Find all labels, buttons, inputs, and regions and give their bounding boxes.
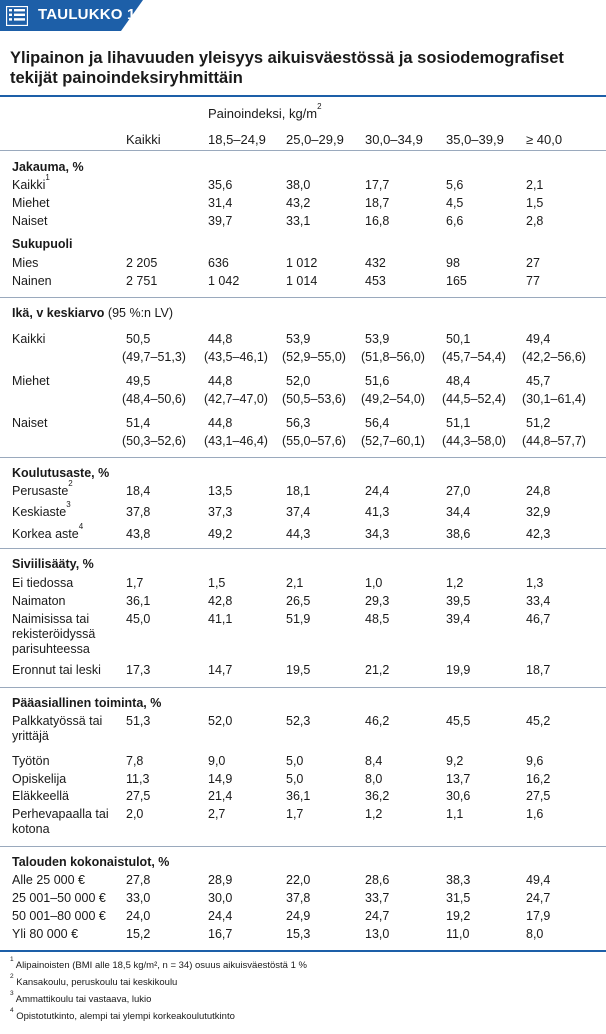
table-cell: 45,7 bbox=[526, 374, 551, 388]
table-cell: 17,9 bbox=[526, 909, 551, 923]
table-cell: 44,8 bbox=[208, 332, 233, 346]
row-label: Miehet bbox=[12, 196, 50, 210]
table-cell: 38,6 bbox=[446, 527, 471, 541]
table-cell: 8,0 bbox=[526, 927, 544, 941]
table-cell: 37,3 bbox=[208, 505, 233, 519]
footnote: $^1$ Alipainoisten (BMI alle 18,5 kg/m², n = 34) osuus aikuisväestöstä 1 % bbox=[10, 955, 307, 971]
table-cell: 9,2 bbox=[446, 754, 464, 768]
table-cell: 29,3 bbox=[365, 594, 390, 608]
section-title: Jakauma, % bbox=[12, 160, 84, 174]
ci-cell: (44,8–57,7) bbox=[522, 434, 586, 448]
table-cell: 51,3 bbox=[126, 714, 151, 728]
table-cell: 35,6 bbox=[208, 178, 233, 192]
row-label: Korkea aste$^4$ bbox=[12, 521, 84, 541]
table-cell: 18,7 bbox=[365, 196, 390, 210]
section-title: Sukupuoli bbox=[12, 237, 73, 251]
table-cell: 18,1 bbox=[286, 484, 311, 498]
table-cell: 15,3 bbox=[286, 927, 311, 941]
table-cell: 50,5 bbox=[126, 332, 151, 346]
table-cell: 6,6 bbox=[446, 214, 464, 228]
table-cell: 44,8 bbox=[208, 374, 233, 388]
table-cell: 24,0 bbox=[126, 909, 151, 923]
row-label: Ei tiedossa bbox=[12, 576, 74, 590]
table-cell: 8,0 bbox=[365, 772, 383, 786]
ci-cell: (49,7–51,3) bbox=[122, 350, 186, 364]
table-cell: 1,5 bbox=[526, 196, 544, 210]
table-cell: 27,5 bbox=[126, 789, 151, 803]
table-cell: 28,6 bbox=[365, 873, 390, 887]
rule-4 bbox=[0, 548, 606, 549]
table-cell: 33,4 bbox=[526, 594, 551, 608]
footnote: $^2$ Kansakoulu, peruskoulu tai keskikoulu bbox=[10, 972, 178, 988]
rule-1 bbox=[0, 150, 606, 151]
table-cell: 31,4 bbox=[208, 196, 233, 210]
rule-6 bbox=[0, 846, 606, 847]
table-cell: 1,7 bbox=[126, 576, 144, 590]
table-cell: 453 bbox=[365, 274, 386, 288]
ci-cell: (52,7–60,1) bbox=[361, 434, 425, 448]
table-cell: 33,7 bbox=[365, 891, 390, 905]
ci-cell: (45,7–54,4) bbox=[442, 350, 506, 364]
table-cell: 45,5 bbox=[446, 714, 471, 728]
table-cell: 42,8 bbox=[208, 594, 233, 608]
ci-cell: (50,3–52,6) bbox=[122, 434, 186, 448]
table-cell: 24,9 bbox=[286, 909, 311, 923]
row-label: Mies bbox=[12, 256, 39, 270]
table-cell: 51,4 bbox=[126, 416, 151, 430]
table-cell: 56,4 bbox=[365, 416, 390, 430]
ci-cell: (49,2–54,0) bbox=[361, 392, 425, 406]
table-cell: 53,9 bbox=[286, 332, 311, 346]
table-cell: 13,0 bbox=[365, 927, 390, 941]
table-cell: 7,8 bbox=[126, 754, 144, 768]
table-cell: 49,4 bbox=[526, 873, 551, 887]
table-cell: 46,2 bbox=[365, 714, 390, 728]
table-cell: 1 042 bbox=[208, 274, 240, 288]
table-cell: 36,1 bbox=[286, 789, 311, 803]
table-cell: 52,0 bbox=[286, 374, 311, 388]
table-cell: 18,4 bbox=[126, 484, 151, 498]
table-cell: 51,2 bbox=[526, 416, 551, 430]
footer-rule bbox=[0, 950, 606, 952]
table-cell: 11,3 bbox=[126, 772, 150, 786]
table-cell: 1,2 bbox=[365, 807, 383, 821]
table-cell: 52,3 bbox=[286, 714, 311, 728]
table-cell: 165 bbox=[446, 274, 467, 288]
table-cell: 432 bbox=[365, 256, 386, 270]
table-cell: 27 bbox=[526, 256, 540, 270]
section-title: Ikä, v keskiarvo (95 %:n LV) bbox=[12, 306, 173, 320]
table-cell: 51,1 bbox=[446, 416, 471, 430]
table-cell: 19,5 bbox=[286, 663, 311, 677]
ci-cell: (50,5–53,6) bbox=[282, 392, 346, 406]
table-cell: 77 bbox=[526, 274, 540, 288]
table-cell: 15,2 bbox=[126, 927, 151, 941]
rule-2 bbox=[0, 297, 606, 298]
ci-cell: (44,3–58,0) bbox=[442, 434, 506, 448]
table-cell: 18,7 bbox=[526, 663, 551, 677]
table-cell: 2,1 bbox=[526, 178, 544, 192]
table-cell: 1,3 bbox=[526, 576, 544, 590]
table-cell: 38,0 bbox=[286, 178, 311, 192]
table-cell: 27,8 bbox=[126, 873, 151, 887]
row-label: Yli 80 000 € bbox=[12, 927, 79, 941]
tag-label: TAULUKKO 1. bbox=[38, 6, 140, 23]
table-cell: 34,3 bbox=[365, 527, 390, 541]
table-cell: 44,3 bbox=[286, 527, 311, 541]
table-cell: 51,9 bbox=[286, 612, 311, 626]
table-cell: 24,7 bbox=[526, 891, 551, 905]
table-cell: 14,9 bbox=[208, 772, 233, 786]
table-cell: 1,6 bbox=[526, 807, 544, 821]
table-cell: 22,0 bbox=[286, 873, 311, 887]
table-cell: 1,1 bbox=[446, 807, 464, 821]
row-label: Naimaton bbox=[12, 594, 66, 608]
col-header-bmi-2: 25,0–29,9 bbox=[286, 132, 344, 147]
table-cell: 45,0 bbox=[126, 612, 151, 626]
header-rule bbox=[0, 95, 606, 97]
table-cell: 39,7 bbox=[208, 214, 233, 228]
table-cell: 16,8 bbox=[365, 214, 390, 228]
table-cell: 37,8 bbox=[126, 505, 151, 519]
col-header-bmi-4: 35,0–39,9 bbox=[446, 132, 504, 147]
table-cell: 30,6 bbox=[446, 789, 471, 803]
table-cell: 37,8 bbox=[286, 891, 311, 905]
footnote: $^4$ Opistotutkinto, alempi tai ylempi korkeakoulututkinto bbox=[10, 1006, 235, 1022]
table-cell: 36,1 bbox=[126, 594, 151, 608]
row-label: Kaikki$^1$ bbox=[12, 172, 50, 192]
section-title: Koulutusaste, % bbox=[12, 466, 110, 480]
table-cell: 4,5 bbox=[446, 196, 464, 210]
table-cell: 9,0 bbox=[208, 754, 226, 768]
table-cell: 33,0 bbox=[126, 891, 151, 905]
table-cell: 13,7 bbox=[446, 772, 471, 786]
table-cell: 43,8 bbox=[126, 527, 151, 541]
table-cell: 2 205 bbox=[126, 256, 158, 270]
col-header-bmi-1: 18,5–24,9 bbox=[208, 132, 266, 147]
table-cell: 45,2 bbox=[526, 714, 551, 728]
table-cell: 46,7 bbox=[526, 612, 551, 626]
table-cell: 98 bbox=[446, 256, 460, 270]
ci-cell: (52,9–55,0) bbox=[282, 350, 346, 364]
table-cell: 8,4 bbox=[365, 754, 383, 768]
table-cell: 14,7 bbox=[208, 663, 233, 677]
table-cell: 34,4 bbox=[446, 505, 471, 519]
table-cell: 2,0 bbox=[126, 807, 144, 821]
table-cell: 17,7 bbox=[365, 178, 390, 192]
table-cell: 33,1 bbox=[286, 214, 311, 228]
table-cell: 24,4 bbox=[365, 484, 390, 498]
row-label: Naimisissa tai rekisteröidyssä parisuhteessa bbox=[12, 612, 96, 656]
table-cell: 52,0 bbox=[208, 714, 233, 728]
table-cell: 5,0 bbox=[286, 772, 304, 786]
table-cell: 39,5 bbox=[446, 594, 471, 608]
table-cell: 49,4 bbox=[526, 332, 551, 346]
table-cell: 31,5 bbox=[446, 891, 471, 905]
table-cell: 44,8 bbox=[208, 416, 233, 430]
section-title: Pääasiallinen toiminta, % bbox=[12, 696, 162, 710]
row-label: Eläkkeellä bbox=[12, 789, 69, 803]
ci-cell: (42,7–47,0) bbox=[204, 392, 268, 406]
ci-cell: (43,1–46,4) bbox=[204, 434, 268, 448]
ci-cell: (42,2–56,6) bbox=[522, 350, 586, 364]
table-cell: 16,7 bbox=[208, 927, 233, 941]
table-cell: 43,2 bbox=[286, 196, 311, 210]
table-cell: 30,0 bbox=[208, 891, 233, 905]
ci-cell: (48,4–50,6) bbox=[122, 392, 186, 406]
col-header-kaikki: Kaikki bbox=[126, 132, 161, 147]
table-cell: 48,5 bbox=[365, 612, 390, 626]
table-cell: 32,9 bbox=[526, 505, 551, 519]
ci-cell: (55,0–57,6) bbox=[282, 434, 346, 448]
table-cell: 24,8 bbox=[526, 484, 551, 498]
rule-3 bbox=[0, 457, 606, 458]
table-cell: 16,2 bbox=[526, 772, 551, 786]
row-label: Palkkatyössä tai yrittäjä bbox=[12, 714, 103, 743]
row-label: Naiset bbox=[12, 214, 48, 228]
table-cell: 48,4 bbox=[446, 374, 471, 388]
row-label: Eronnut tai leski bbox=[12, 663, 101, 677]
table-cell: 39,4 bbox=[446, 612, 471, 626]
table-cell: 24,4 bbox=[208, 909, 233, 923]
row-label: Perusaste$^2$ bbox=[12, 478, 73, 498]
row-label: 50 001–80 000 € bbox=[12, 909, 106, 923]
table-cell: 27,0 bbox=[446, 484, 471, 498]
table-cell: 1,2 bbox=[446, 576, 464, 590]
table-cell: 49,2 bbox=[208, 527, 233, 541]
table-cell: 50,1 bbox=[446, 332, 471, 346]
table-cell: 2,7 bbox=[208, 807, 226, 821]
row-label: Työtön bbox=[12, 754, 50, 768]
table-title: Ylipainon ja lihavuuden yleisyys aikuisväestössä ja sosiodemografiset tekijät painoindeksiryhmittäin bbox=[10, 49, 564, 87]
table-cell: 5,0 bbox=[286, 754, 304, 768]
table-cell: 9,6 bbox=[526, 754, 544, 768]
row-label: Alle 25 000 € bbox=[12, 873, 85, 887]
section-title: Talouden kokonaistulot, % bbox=[12, 855, 170, 869]
table-cell: 19,9 bbox=[446, 663, 471, 677]
table-cell: 19,2 bbox=[446, 909, 471, 923]
ci-cell: (51,8–56,0) bbox=[361, 350, 425, 364]
col-header-bmi-3: 30,0–34,9 bbox=[365, 132, 423, 147]
table-cell: 28,9 bbox=[208, 873, 233, 887]
table-cell: 1 012 bbox=[286, 256, 318, 270]
table-cell: 636 bbox=[208, 256, 229, 270]
row-label: Miehet bbox=[12, 374, 50, 388]
section-title: Siviilisääty, % bbox=[12, 557, 94, 571]
row-label: Naiset bbox=[12, 416, 48, 430]
table-cell: 5,6 bbox=[446, 178, 464, 192]
ci-cell: (44,5–52,4) bbox=[442, 392, 506, 406]
table-cell: 53,9 bbox=[365, 332, 390, 346]
bmi-group-header: Painoindeksi, $kg/m^2$ bbox=[208, 101, 322, 121]
table-cell: 1 014 bbox=[286, 274, 318, 288]
table-cell: 41,3 bbox=[365, 505, 390, 519]
table-cell: 2 751 bbox=[126, 274, 158, 288]
row-label: 25 001–50 000 € bbox=[12, 891, 106, 905]
table-cell: 21,2 bbox=[365, 663, 390, 677]
table-cell: 2,1 bbox=[286, 576, 304, 590]
row-label: Keskiaste$^3$ bbox=[12, 499, 71, 519]
table-list-icon bbox=[6, 6, 28, 26]
table-cell: 37,4 bbox=[286, 505, 311, 519]
table-tag bbox=[0, 0, 143, 31]
table-cell: 1,7 bbox=[286, 807, 304, 821]
table-cell: 21,4 bbox=[208, 789, 233, 803]
rule-5 bbox=[0, 687, 606, 688]
table-cell: 13,5 bbox=[208, 484, 233, 498]
row-label: Opiskelija bbox=[12, 772, 67, 786]
table-cell: 1,0 bbox=[365, 576, 383, 590]
table-cell: 24,7 bbox=[365, 909, 390, 923]
table-cell: 26,5 bbox=[286, 594, 311, 608]
row-label: Nainen bbox=[12, 274, 52, 288]
table-cell: 11,0 bbox=[446, 927, 470, 941]
table-cell: 17,3 bbox=[126, 663, 151, 677]
table-cell: 1,5 bbox=[208, 576, 226, 590]
row-label: Kaikki bbox=[12, 332, 46, 346]
table-cell: 2,8 bbox=[526, 214, 544, 228]
table-cell: 41,1 bbox=[208, 612, 233, 626]
ci-cell: (43,5–46,1) bbox=[204, 350, 268, 364]
table-cell: 36,2 bbox=[365, 789, 390, 803]
table-cell: 49,5 bbox=[126, 374, 151, 388]
table-cell: 51,6 bbox=[365, 374, 390, 388]
table-cell: 38,3 bbox=[446, 873, 471, 887]
footnote: $^3$ Ammattikoulu tai vastaava, lukio bbox=[10, 989, 152, 1005]
table-cell: 42,3 bbox=[526, 527, 551, 541]
row-label: Perhevapaalla tai kotona bbox=[12, 807, 109, 836]
table-cell: 27,5 bbox=[526, 789, 551, 803]
table-cell: 56,3 bbox=[286, 416, 311, 430]
ci-cell: (30,1–61,4) bbox=[522, 392, 586, 406]
col-header-bmi-5: ≥ 40,0 bbox=[526, 132, 563, 147]
